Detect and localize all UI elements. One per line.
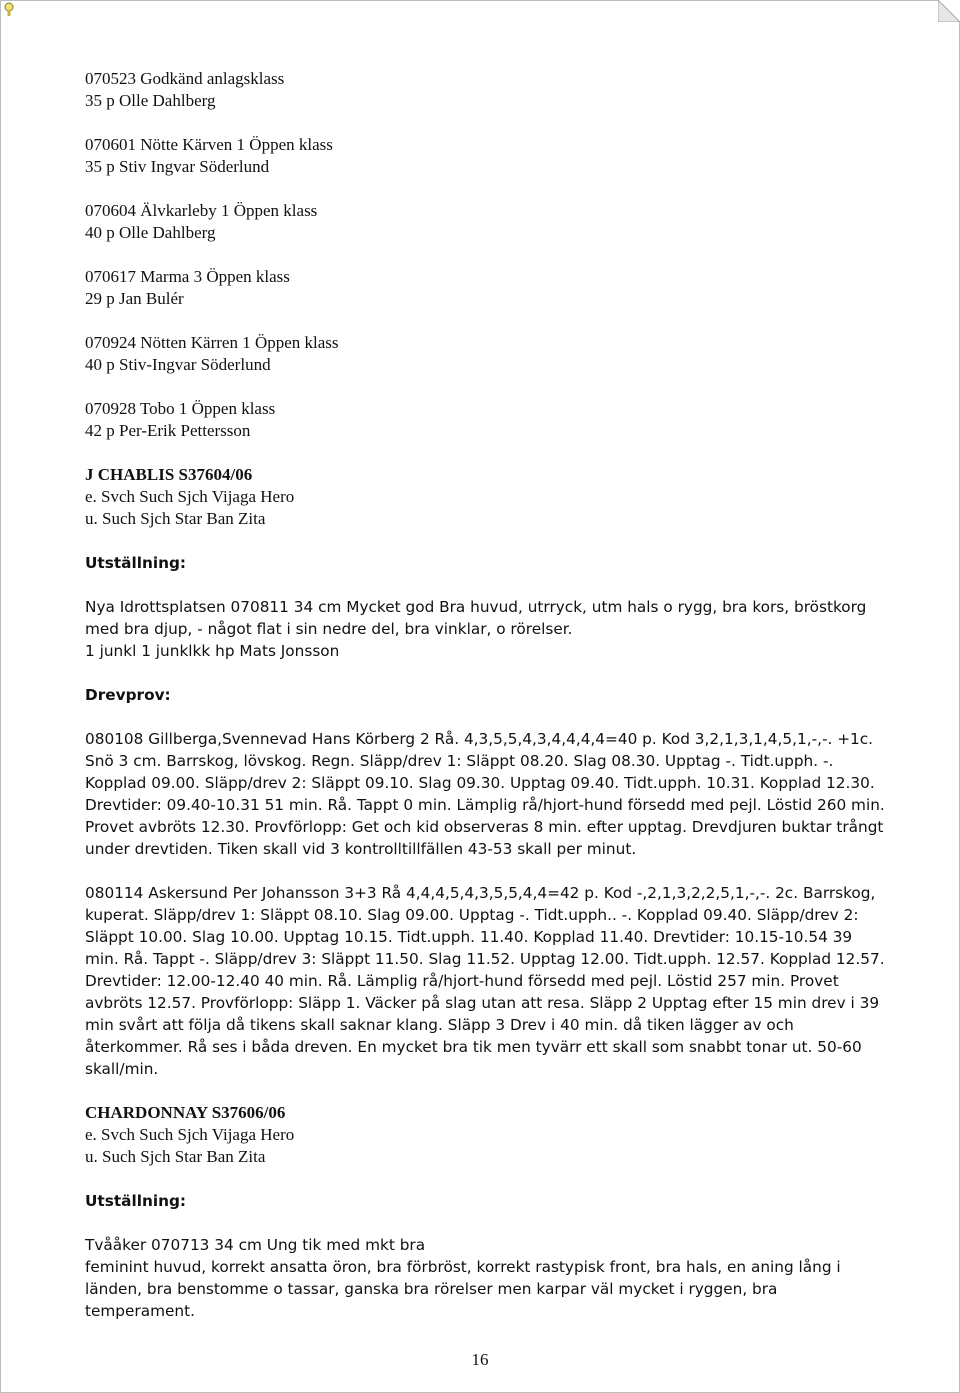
document-body — [85, 68, 885, 1322]
exhibition-result: 1 junkl 1 junklkk hp Mats Jonsson — [85, 642, 340, 660]
exhibition-critique: feminint huvud, korrekt ansatta öron, bra förbröst, korrekt rastypisk front, bra hals, en aning lång i länden, bra benstomme o tassar, ganska bra rörelser men karpar väl mycket i ryggen, bra temperament. — [85, 1258, 841, 1320]
trial-report: 080108 Gillberga,Svennevad Hans Körberg 2 Rå. 4,3,5,5,4,3,4,4,4,4=40 p. Kod 3,2,1,3,1,4,5,1,-,-. +1c. Snö 3 cm. Barrskog, lövskog. Regn. Släpp/drev 1: Släppt 08.20. Slag 08.30. Upptag -. Tidt.upph. -. Kopplad 09.00. Släpp/drev 2: Släppt 09.10. Slag 09.30. Upptag 09.40. Tidt.upph. 10.31. Kopplad 12.30. Drevtider: 09.40-10.31 51 min. Rå. Tappt 0 min. Lämplig rå/hjort-hund försedd med pejl. Löstid 260 min. Provet avbröts 12.30. Provförlopp: Get och kid observeras 8 min. efter upptag. Drevdjuren buktar trångt under drevtiden. Tiken skall vid 3 kontrolltillfällen 43-53 skall per minut. — [85, 730, 885, 858]
entry-date-line: 070928 Tobo 1 Öppen klass — [85, 399, 276, 418]
entry-score-line: 35 p Olle Dahlberg — [85, 91, 216, 110]
trial-report: 080114 Askersund Per Johansson 3+3 Rå 4,4,4,5,4,3,5,5,4,4=42 p. Kod -,2,1,3,2,2,5,1,-,-. 2c. Barrskog, kuperat. Släpp/drev 1: Släppt 08.10. Slag 09.00. Upptag -. Tidt.upph.. -. Kopplad 09.40. Släpp/drev 2: Släppt 10.00. Slag 10.00. Upptag 10.15. Tidt.upph. 11.40. Kopplad 11.40. Drevtider: 10.15-10.54 39 min. Rå. Tappt -. Släpp/drev 3: Släppt 11.50. Slag 11.52. Upptag 12.00. Tidt.upph. 12.57. Kopplad 12.57. Drevtider: 12.00-12.40 40 min. Rå. Lämplig rå/hjort-hund försedd med pejl. Löstid 257 min. Provet avbröts 12.57. Provförlopp: Släpp 1. Väcker på slag utan att resa. Släpp 2 Upptag efter 15 min drev i 39 min svårt att följa då tikens skall saknar klang. Släpp 3 Drev i 40 min. då tiken lägger av och återkommer. Rå ses i båda dreven. En mycket bra tik men tyvärr ett skall som snabbt tonar ut. 50-60 skall/min. — [85, 884, 885, 1078]
entry-date-line: 070601 Nötte Kärven 1 Öppen klass — [85, 135, 333, 154]
trial-heading: Drevprov: — [85, 686, 171, 704]
exhibition-heading: Utställning: — [85, 554, 187, 572]
exhibition-critique: Nya Idrottsplatsen 070811 34 cm Mycket god Bra huvud, utrryck, utm hals o rygg, bra kors, bröstkorg med bra djup, - något flat i sin nedre del, bra vinklar, o rörelser. — [85, 598, 867, 638]
attachment-pin-icon — [2, 2, 16, 18]
entry-date-line: 070523 Godkänd anlagsklass — [85, 69, 285, 88]
exhibition-intro: Tvååker 070713 34 cm Ung tik med mkt bra — [85, 1236, 426, 1254]
entry-score-line: 40 p Olle Dahlberg — [85, 223, 216, 242]
dog-dam: u. Such Sjch Star Ban Zita — [85, 1147, 266, 1166]
page-fold-icon — [938, 0, 960, 22]
entry-date-line: 070924 Nötten Kärren 1 Öppen klass — [85, 333, 339, 352]
entry-score-line: 29 p Jan Bulér — [85, 289, 184, 308]
dog-dam: u. Such Sjch Star Ban Zita — [85, 509, 266, 528]
exhibition-heading: Utställning: — [85, 1192, 187, 1210]
entry-score-line: 42 p Per-Erik Pettersson — [85, 421, 251, 440]
entry-score-line: 40 p Stiv-Ingvar Söderlund — [85, 355, 271, 374]
entry-score-line: 35 p Stiv Ingvar Söderlund — [85, 157, 270, 176]
dog-name-heading: J CHABLIS S37604/06 — [85, 465, 253, 484]
dog-sire: e. Svch Such Sjch Vijaga Hero — [85, 487, 295, 506]
dog-sire: e. Svch Such Sjch Vijaga Hero — [85, 1125, 295, 1144]
page-number: 16 — [471, 1350, 489, 1369]
entry-date-line: 070604 Älvkarleby 1 Öppen klass — [85, 201, 318, 220]
dog-name-heading: CHARDONNAY S37606/06 — [85, 1103, 286, 1122]
entry-date-line: 070617 Marma 3 Öppen klass — [85, 267, 290, 286]
